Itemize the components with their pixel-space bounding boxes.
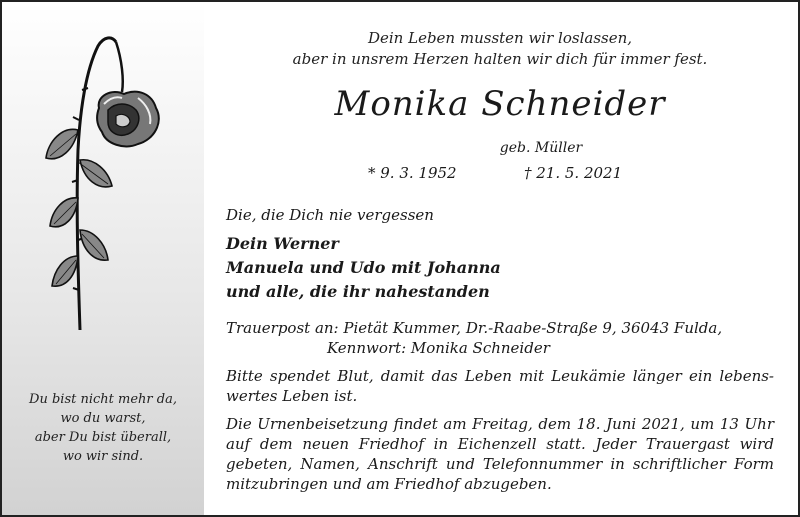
mourners-intro: Die, die Dich nie vergessen: [226, 206, 434, 224]
mourner-line: Dein Werner: [226, 234, 339, 253]
mail-line: Trauerpost an: Pietät Kummer, Dr.-Raabe-Straße 9, 36043 Fulda,: [226, 319, 723, 337]
header-quote: [226, 28, 774, 70]
donation-line: wertes Leben ist.: [226, 387, 358, 405]
mourners-list: [226, 232, 501, 304]
funeral-note: [226, 414, 774, 494]
mourner-line: Manuela und Udo mit Johanna: [226, 258, 501, 277]
left-poem-line: wo wir sind.: [62, 449, 144, 464]
left-poem-line: Du bist nicht mehr da,: [29, 392, 177, 407]
quote-line: Dein Leben mussten wir loslassen,: [367, 29, 633, 47]
left-poem-line: wo du warst,: [60, 411, 146, 426]
condolence-address: [226, 318, 722, 358]
deceased-name: Monika Schneider: [334, 84, 666, 124]
left-panel: [2, 2, 204, 515]
birth-date: * 9. 3. 1952: [368, 164, 457, 182]
left-poem-line: aber Du bist überall,: [34, 430, 172, 445]
mail-keyword: Kennwort: Monika Schneider: [327, 339, 550, 357]
funeral-line: gebeten, Namen, Anschrift und Telefonnummer in schriftlicher Form: [226, 455, 774, 473]
death-date: † 21. 5. 2021: [524, 164, 623, 182]
funeral-line: mitzubringen und am Friedhof abzugeben.: [226, 475, 552, 493]
donation-note: [226, 366, 774, 406]
donation-line: Bitte spendet Blut, damit das Leben mit Leukämie länger ein lebens-: [226, 367, 774, 385]
funeral-line: Die Urnenbeisetzung findet am Freitag, dem 18. Juni 2021, um 13 Uhr: [226, 415, 774, 433]
funeral-line: auf dem neuen Friedhof in Eichenzell statt. Jeder Trauergast wird: [226, 435, 774, 453]
wilted-rose-illustration: [42, 30, 192, 350]
mourner-line: und alle, die ihr nahestanden: [226, 282, 490, 301]
quote-line: aber in unsrem Herzen halten wir dich für immer fest.: [292, 50, 708, 68]
maiden-name: geb. Müller: [499, 140, 583, 156]
left-poem: [2, 390, 204, 466]
